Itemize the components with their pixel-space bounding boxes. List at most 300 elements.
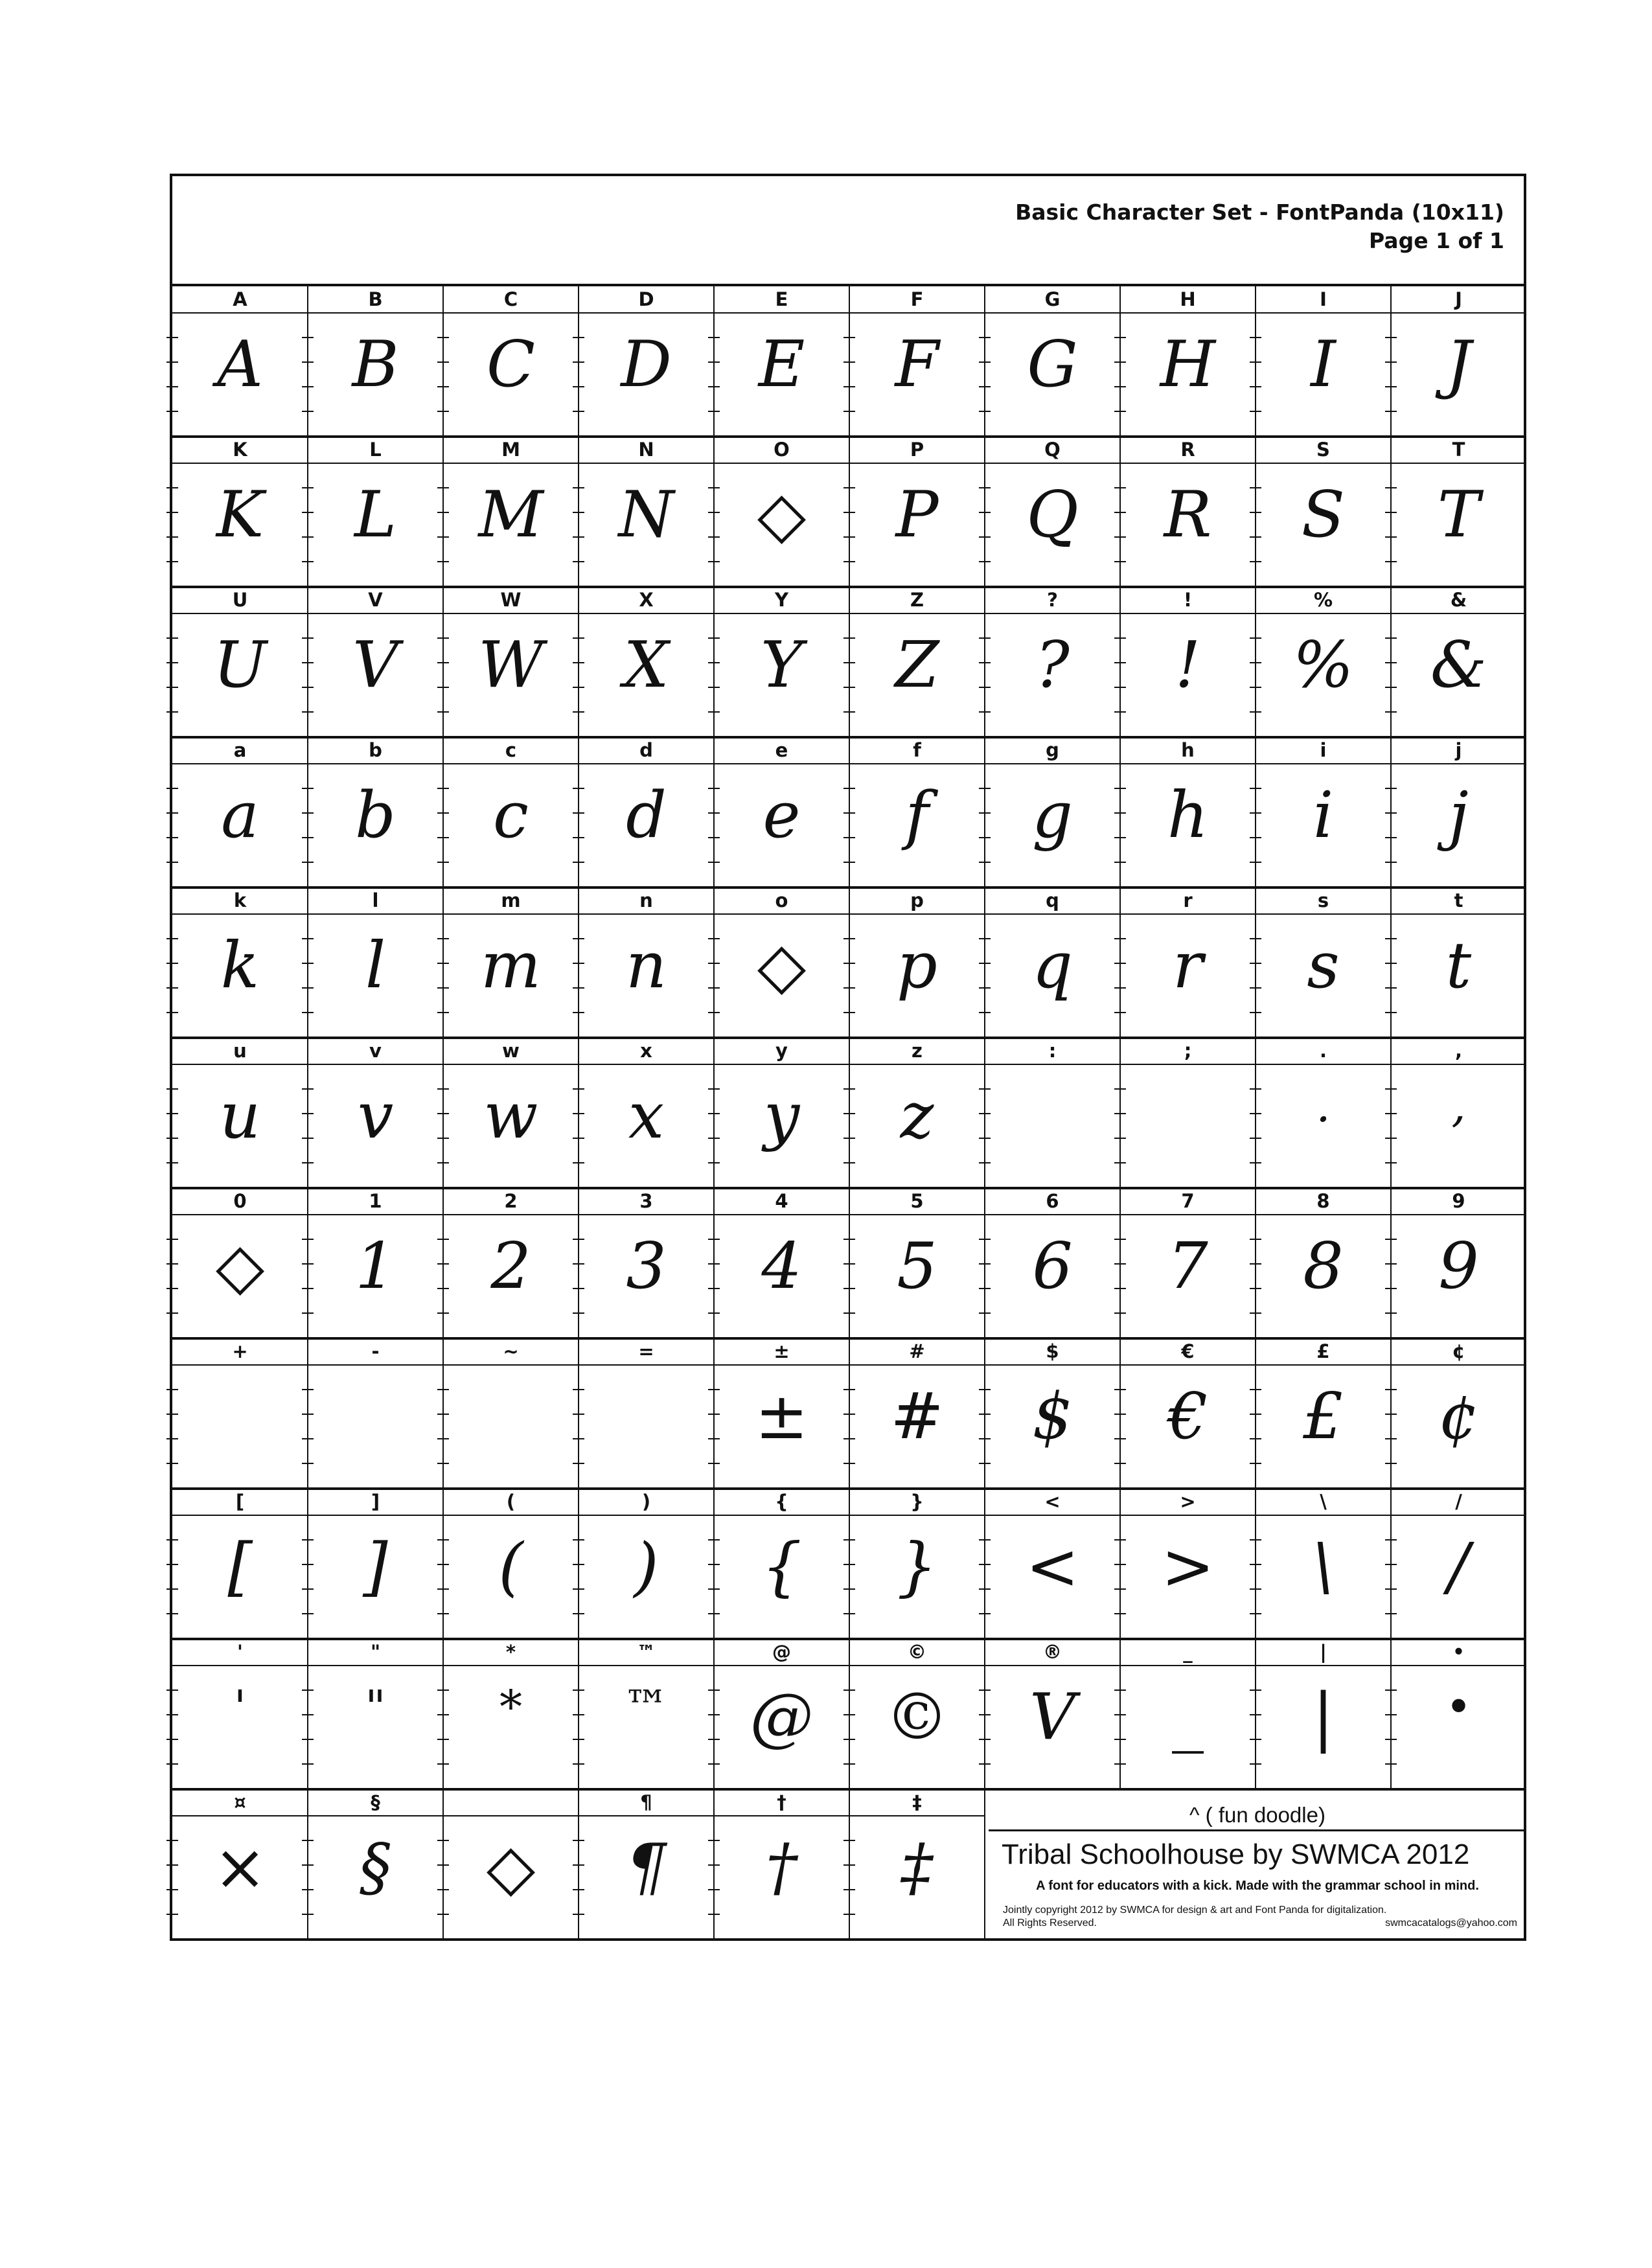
- char-glyph: ,: [1451, 1079, 1466, 1132]
- char-label: ,: [1454, 1040, 1463, 1062]
- char-label: z: [912, 1040, 923, 1062]
- char-label: K: [233, 439, 247, 461]
- char-glyph: q: [1032, 929, 1073, 1003]
- char-label: ;: [1184, 1040, 1192, 1062]
- char-label: †: [777, 1791, 786, 1813]
- guide-tick: [166, 561, 178, 562]
- char-glyph: m: [481, 929, 541, 1003]
- char-label: _: [1183, 1641, 1193, 1663]
- column-divider: [984, 286, 985, 437]
- column-divider: [849, 587, 850, 737]
- contact-email: swmcacatalogs@yahoo.com: [1385, 1918, 1517, 1929]
- guide-tick: [166, 1539, 178, 1541]
- char-label: /: [1455, 1491, 1462, 1513]
- char-glyph: |: [1312, 1680, 1335, 1754]
- char-label: ~: [503, 1340, 519, 1362]
- char-glyph: j: [1449, 779, 1469, 853]
- char-glyph: V: [352, 628, 398, 702]
- char-glyph: V: [1029, 1680, 1075, 1754]
- guide-tick: [166, 938, 178, 939]
- guide-tick: [166, 1389, 178, 1390]
- char-label: 0: [233, 1190, 247, 1212]
- column-divider: [984, 1639, 985, 1789]
- char-glyph: L: [354, 478, 397, 552]
- char-glyph: p: [897, 929, 937, 1003]
- char-label: n: [639, 889, 653, 911]
- char-glyph: ': [233, 1680, 247, 1734]
- column-divider: [984, 1789, 985, 1940]
- char-glyph: A: [217, 328, 263, 402]
- column-divider: [713, 737, 715, 888]
- guide-tick: [166, 1690, 178, 1691]
- char-label: J: [1455, 288, 1462, 310]
- column-divider: [442, 587, 444, 737]
- font-title: Tribal Schoolhouse by SWMCA 2012: [1002, 1838, 1470, 1870]
- char-label: 5: [910, 1190, 924, 1212]
- column-divider: [578, 1038, 579, 1188]
- char-label: A: [233, 288, 247, 310]
- char-label: ": [370, 1641, 381, 1663]
- char-glyph: ": [365, 1680, 386, 1734]
- copyright-text: Jointly copyright 2012 by SWMCA for design & art and Font Panda for digitalization.: [1003, 1905, 1387, 1916]
- char-label: ?: [1047, 589, 1058, 611]
- column-divider: [442, 1639, 444, 1789]
- char-label: t: [1454, 889, 1463, 911]
- char-label: ®: [1043, 1641, 1062, 1663]
- char-glyph: [: [227, 1530, 253, 1604]
- char-glyph: ◇: [486, 1831, 536, 1905]
- char-label: r: [1183, 889, 1193, 911]
- char-label: u: [233, 1040, 247, 1062]
- char-glyph: K: [216, 478, 264, 552]
- column-divider: [1255, 888, 1256, 1038]
- guide-tick: [166, 361, 178, 363]
- char-label: E: [775, 288, 788, 310]
- char-glyph: b: [355, 779, 396, 853]
- char-glyph: u: [219, 1079, 261, 1153]
- char-label: ': [237, 1641, 243, 1663]
- char-label: a: [233, 739, 247, 761]
- char-glyph: ™: [623, 1680, 669, 1734]
- font-subtitle: A font for educators with a kick. Made with the grammar school in mind.: [1036, 1879, 1479, 1893]
- guide-tick: [166, 711, 178, 713]
- char-glyph: 8: [1303, 1230, 1344, 1303]
- column-divider: [1390, 286, 1392, 437]
- column-divider: [713, 1489, 715, 1639]
- guide-tick: [166, 1162, 178, 1163]
- label-divider: [172, 613, 1524, 614]
- column-divider: [442, 1038, 444, 1188]
- char-label: y: [775, 1040, 788, 1062]
- column-divider: [1390, 587, 1392, 737]
- column-divider: [713, 587, 715, 737]
- guide-tick: [166, 487, 178, 488]
- column-divider: [713, 1789, 715, 1940]
- column-divider: [984, 1489, 985, 1639]
- char-glyph: J: [1445, 328, 1472, 402]
- char-label: £: [1316, 1340, 1330, 1362]
- column-divider: [713, 437, 715, 587]
- char-label: x: [640, 1040, 652, 1062]
- char-label: ©: [908, 1641, 926, 1663]
- char-label: @: [772, 1641, 791, 1663]
- char-glyph: T: [1437, 478, 1480, 552]
- char-label: g: [1046, 739, 1059, 761]
- column-divider: [1255, 737, 1256, 888]
- guide-tick: [166, 662, 178, 663]
- char-glyph: g: [1032, 779, 1073, 853]
- char-glyph: e: [763, 779, 801, 853]
- guide-tick: [166, 963, 178, 964]
- char-label: ¤: [234, 1791, 246, 1813]
- guide-tick: [166, 1113, 178, 1114]
- char-label: T: [1452, 439, 1465, 461]
- column-divider: [984, 737, 985, 888]
- char-label: *: [505, 1641, 516, 1663]
- column-divider: [713, 1038, 715, 1188]
- char-glyph: ?: [1035, 628, 1070, 702]
- column-divider: [578, 437, 579, 587]
- char-glyph: l: [365, 929, 386, 1003]
- guide-tick: [166, 812, 178, 814]
- column-divider: [307, 1038, 308, 1188]
- column-divider: [307, 1489, 308, 1639]
- char-glyph: >: [1161, 1530, 1215, 1604]
- char-label: h: [1181, 739, 1195, 761]
- guide-tick: [166, 1414, 178, 1415]
- char-glyph: h: [1167, 779, 1209, 853]
- sheet-header: [172, 176, 1524, 286]
- char-label: \: [1320, 1491, 1327, 1513]
- char-label: €: [1181, 1340, 1195, 1362]
- char-glyph: X: [623, 628, 669, 702]
- char-label: m: [501, 889, 521, 911]
- char-glyph: &: [1430, 628, 1487, 702]
- char-glyph: 3: [626, 1230, 667, 1303]
- char-glyph: ◇: [757, 478, 807, 552]
- char-glyph: 4: [761, 1230, 802, 1303]
- guide-tick: [166, 337, 178, 338]
- char-glyph: D: [621, 328, 672, 402]
- label-divider: [172, 1665, 1524, 1666]
- guide-tick: [166, 1739, 178, 1740]
- column-divider: [307, 1188, 308, 1338]
- column-divider: [1119, 587, 1121, 737]
- char-label: 1: [369, 1190, 382, 1212]
- column-divider: [1119, 1639, 1121, 1789]
- char-glyph: ±: [755, 1380, 809, 1454]
- guide-tick: [166, 1889, 178, 1890]
- char-label: |: [1320, 1641, 1327, 1663]
- char-glyph: E: [758, 328, 805, 402]
- char-label: <: [1044, 1491, 1061, 1513]
- char-glyph: <: [1026, 1530, 1079, 1604]
- column-divider: [442, 437, 444, 587]
- char-glyph: ◇: [757, 929, 807, 1003]
- page-indicator: Page 1 of 1: [1369, 228, 1504, 253]
- char-glyph: !: [1175, 628, 1201, 702]
- char-label: (: [506, 1491, 516, 1513]
- char-label: S: [1316, 439, 1330, 461]
- column-divider: [984, 1338, 985, 1489]
- char-label: O: [774, 439, 790, 461]
- char-glyph: •: [1445, 1680, 1473, 1734]
- char-label: b: [369, 739, 382, 761]
- column-divider: [307, 1338, 308, 1489]
- column-divider: [442, 888, 444, 1038]
- char-label: N: [638, 439, 654, 461]
- char-glyph: P: [895, 478, 939, 552]
- guide-tick: [166, 1463, 178, 1464]
- char-glyph: 2: [490, 1230, 531, 1303]
- char-glyph: \: [1312, 1530, 1335, 1604]
- column-divider: [984, 888, 985, 1038]
- guide-tick: [166, 837, 178, 838]
- column-divider: [849, 737, 850, 888]
- column-divider: [984, 1038, 985, 1188]
- char-label: ‡: [912, 1791, 922, 1813]
- column-divider: [849, 286, 850, 437]
- column-divider: [1255, 1038, 1256, 1188]
- guide-tick: [166, 1239, 178, 1240]
- guide-tick: [166, 1914, 178, 1915]
- char-glyph: ¢: [1438, 1380, 1479, 1454]
- label-divider: [172, 763, 1524, 764]
- guide-tick: [166, 1263, 178, 1265]
- column-divider: [849, 1639, 850, 1789]
- char-label: >: [1180, 1491, 1196, 1513]
- column-divider: [984, 587, 985, 737]
- char-label: w: [502, 1040, 520, 1062]
- column-divider: [1119, 437, 1121, 587]
- char-glyph: w: [483, 1079, 538, 1153]
- char-glyph: y: [763, 1079, 800, 1153]
- column-divider: [849, 1188, 850, 1338]
- char-label: Q: [1044, 439, 1061, 461]
- rights-text: All Rights Reserved.: [1003, 1918, 1097, 1929]
- char-glyph: 5: [897, 1230, 937, 1303]
- char-glyph: _: [1172, 1680, 1204, 1754]
- char-glyph: v: [357, 1079, 394, 1153]
- char-glyph: $: [1032, 1380, 1073, 1454]
- column-divider: [849, 437, 850, 587]
- char-label: f: [913, 739, 921, 761]
- char-glyph: d: [626, 779, 667, 853]
- guide-tick: [166, 1564, 178, 1565]
- char-label: $: [1046, 1340, 1059, 1362]
- column-divider: [1119, 286, 1121, 437]
- char-label: U: [232, 589, 248, 611]
- char-label: R: [1180, 439, 1195, 461]
- char-label: F: [910, 288, 924, 310]
- column-divider: [849, 1789, 850, 1940]
- char-label: •: [1452, 1641, 1465, 1663]
- char-label: j: [1455, 739, 1462, 761]
- column-divider: [1390, 1038, 1392, 1188]
- char-label: B: [368, 288, 383, 310]
- column-divider: [578, 1789, 579, 1940]
- char-glyph: §: [360, 1831, 391, 1905]
- char-glyph: U: [213, 628, 267, 702]
- char-label: -: [371, 1340, 380, 1362]
- char-label: C: [503, 288, 518, 310]
- column-divider: [1119, 888, 1121, 1038]
- column-divider: [984, 1188, 985, 1338]
- char-label: o: [775, 889, 788, 911]
- char-label: :: [1048, 1040, 1057, 1062]
- char-label: e: [775, 739, 788, 761]
- guide-tick: [166, 1840, 178, 1841]
- column-divider: [713, 1338, 715, 1489]
- char-label: W: [500, 589, 522, 611]
- column-divider: [578, 737, 579, 888]
- column-divider: [442, 1489, 444, 1639]
- guide-tick: [166, 536, 178, 538]
- column-divider: [1255, 437, 1256, 587]
- char-label: ¢: [1452, 1340, 1465, 1362]
- char-label: {: [775, 1491, 788, 1513]
- char-glyph: ¶: [626, 1831, 667, 1905]
- column-divider: [1119, 1038, 1121, 1188]
- column-divider: [578, 1338, 579, 1489]
- char-glyph: †: [766, 1831, 797, 1905]
- char-label: 7: [1181, 1190, 1195, 1212]
- guide-tick: [166, 1312, 178, 1314]
- guide-tick: [166, 1763, 178, 1765]
- char-glyph: }: [897, 1530, 937, 1604]
- column-divider: [442, 286, 444, 437]
- guide-tick: [166, 1588, 178, 1590]
- column-divider: [1390, 888, 1392, 1038]
- char-glyph: Q: [1026, 478, 1079, 552]
- char-label: 9: [1452, 1190, 1465, 1212]
- char-label: M: [501, 439, 520, 461]
- char-glyph: G: [1027, 328, 1078, 402]
- char-label: 6: [1046, 1190, 1059, 1212]
- column-divider: [578, 1188, 579, 1338]
- char-label: i: [1320, 739, 1327, 761]
- char-glyph: #: [890, 1380, 944, 1454]
- column-divider: [1255, 587, 1256, 737]
- column-divider: [1119, 1489, 1121, 1639]
- char-label: .: [1319, 1040, 1327, 1062]
- column-divider: [1390, 437, 1392, 587]
- char-glyph: r: [1173, 929, 1203, 1003]
- char-label: =: [638, 1340, 654, 1362]
- char-label: d: [639, 739, 653, 761]
- char-label: #: [909, 1340, 925, 1362]
- column-divider: [307, 888, 308, 1038]
- char-label: [443, 1789, 579, 1815]
- guide-tick: [166, 411, 178, 412]
- column-divider: [713, 286, 715, 437]
- char-glyph: C: [487, 328, 535, 402]
- char-glyph: i: [1313, 779, 1334, 853]
- label-divider: [172, 312, 1524, 314]
- char-label: L: [369, 439, 382, 461]
- char-glyph: H: [1160, 328, 1216, 402]
- char-glyph: 6: [1032, 1230, 1073, 1303]
- column-divider: [849, 1489, 850, 1639]
- column-divider: [1119, 1188, 1121, 1338]
- character-sheet: [170, 174, 1526, 1941]
- char-label: G: [1044, 288, 1061, 310]
- column-divider: [713, 888, 715, 1038]
- char-label: ]: [371, 1491, 380, 1513]
- char-glyph: N: [618, 478, 674, 552]
- column-divider: [1255, 1489, 1256, 1639]
- char-label: k: [233, 889, 247, 911]
- char-label: q: [1046, 889, 1059, 911]
- column-divider: [1255, 1639, 1256, 1789]
- column-divider: [1390, 1489, 1392, 1639]
- char-glyph: Z: [895, 628, 939, 702]
- char-label: c: [505, 739, 517, 761]
- char-label: v: [369, 1040, 382, 1062]
- guide-tick: [166, 1714, 178, 1715]
- char-glyph: ]: [363, 1530, 388, 1604]
- char-label: ¶: [640, 1791, 652, 1813]
- column-divider: [849, 888, 850, 1038]
- char-label: %: [1313, 589, 1333, 611]
- column-divider: [849, 1038, 850, 1188]
- guide-tick: [166, 637, 178, 639]
- char-glyph: {: [761, 1530, 802, 1604]
- char-label: }: [910, 1491, 924, 1513]
- column-divider: [578, 888, 579, 1038]
- char-label: Z: [910, 589, 924, 611]
- char-label: ™: [637, 1641, 656, 1663]
- char-glyph: f: [905, 779, 929, 853]
- char-glyph: 9: [1438, 1230, 1479, 1303]
- label-divider: [172, 1214, 1524, 1215]
- sheet-title: Basic Character Set - FontPanda (10x11): [1015, 200, 1504, 225]
- char-label: P: [910, 439, 924, 461]
- column-divider: [307, 587, 308, 737]
- char-glyph: x: [628, 1079, 665, 1153]
- column-divider: [984, 437, 985, 587]
- char-glyph: R: [1164, 478, 1212, 552]
- char-glyph: k: [220, 929, 260, 1003]
- column-divider: [442, 1188, 444, 1338]
- column-divider: [1390, 737, 1392, 888]
- column-divider: [307, 286, 308, 437]
- char-label: !: [1183, 589, 1193, 611]
- char-label: 8: [1316, 1190, 1330, 1212]
- char-glyph: W: [478, 628, 544, 702]
- guide-tick: [166, 862, 178, 863]
- column-divider: [442, 1789, 444, 1940]
- char-label: D: [638, 288, 654, 310]
- char-glyph: n: [625, 929, 667, 1003]
- column-divider: [442, 737, 444, 888]
- char-label: ±: [774, 1340, 790, 1362]
- char-glyph: *: [499, 1680, 522, 1734]
- char-label: s: [1317, 889, 1329, 911]
- column-divider: [307, 437, 308, 587]
- char-glyph: ×: [213, 1831, 267, 1905]
- char-label: V: [368, 589, 383, 611]
- label-divider: [172, 1515, 1524, 1516]
- char-label: +: [232, 1340, 248, 1362]
- guide-tick: [166, 1012, 178, 1013]
- char-label: §: [371, 1791, 380, 1813]
- char-glyph: S: [1301, 478, 1346, 552]
- guide-tick: [166, 1613, 178, 1614]
- guide-tick: [166, 687, 178, 688]
- char-label: ): [641, 1491, 651, 1513]
- column-divider: [307, 1789, 308, 1940]
